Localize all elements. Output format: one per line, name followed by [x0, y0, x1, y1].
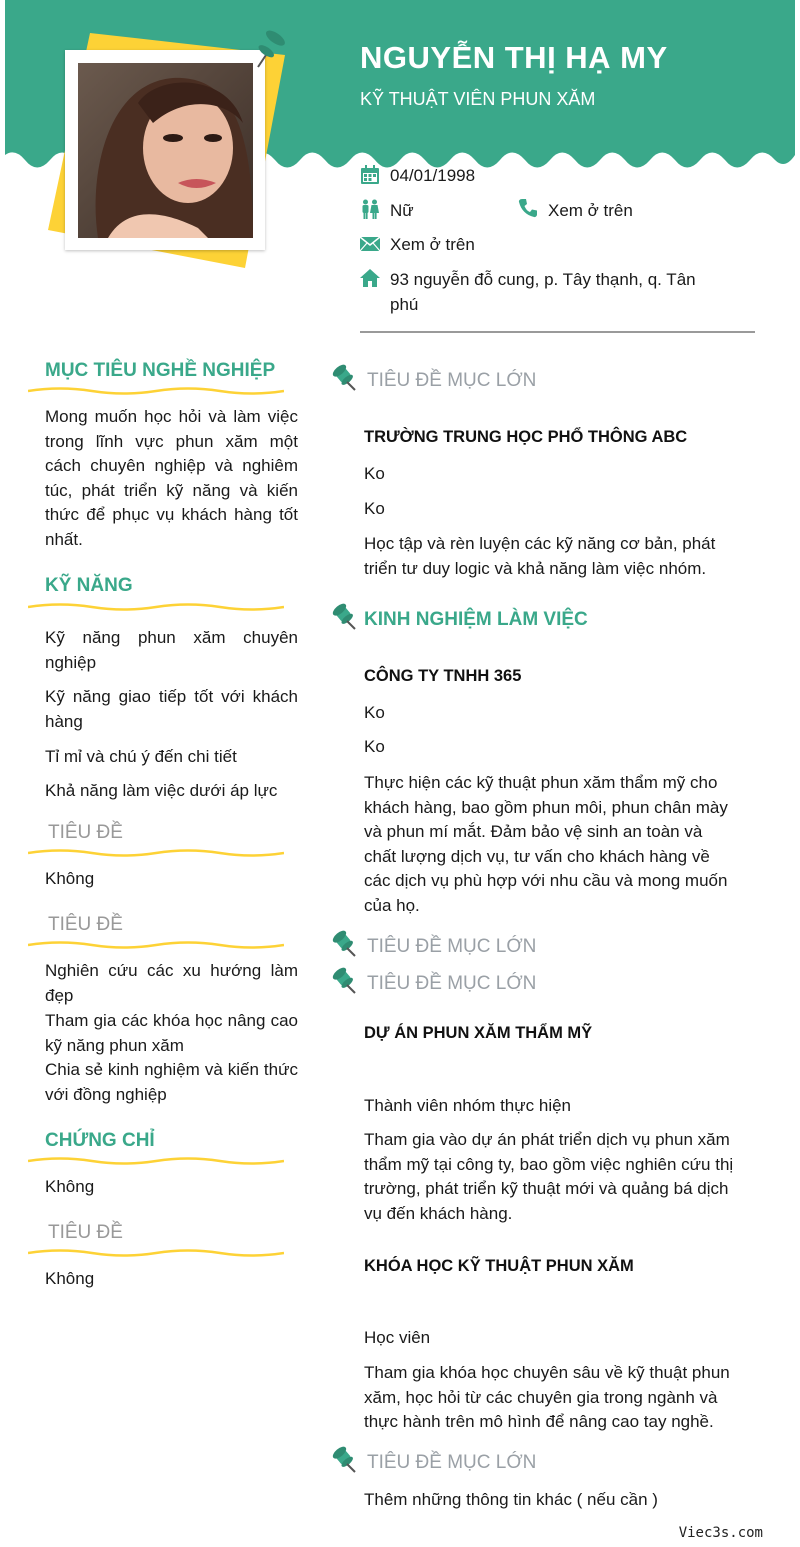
home-icon: [360, 268, 380, 288]
section-underline: [28, 848, 284, 858]
address-line-1: 93 nguyễn đỗ cung, p. Tây thạnh, q. Tân: [390, 270, 696, 289]
pin-icon: [329, 1444, 359, 1474]
job-title: KỸ THUẬT VIÊN PHUN XĂM: [360, 89, 596, 109]
pin-icon: [329, 362, 359, 392]
experience-title: KINH NGHIỆM LÀM VIỆC: [364, 609, 588, 630]
extra-title-3: TIÊU ĐỀ: [48, 1222, 123, 1243]
skill-item: Khả năng làm việc dưới áp lực: [45, 781, 278, 800]
objective-text: Mong muốn học hỏi và làm việc trong lĩnh vực phun xăm một cách chuyên nghiệp và nghiêm túc, phát triển kỹ năng và kiến thức để phục vụ khách hàng tốt nhất.: [45, 407, 298, 549]
project-name: DỰ ÁN PHUN XĂM THẨM MỸ: [364, 1024, 593, 1042]
other-text: Thêm những thông tin khác ( nếu cần ): [364, 1490, 658, 1509]
footer-brand: Viec3s.com: [678, 1525, 763, 1541]
extra-text-1: Không: [45, 869, 95, 888]
calendar-icon: [360, 165, 380, 185]
activity-item: Chia sẻ kinh nghiệm và kiến thức với đồng nghiệp: [45, 1060, 298, 1104]
certificates-text: Không: [45, 1177, 95, 1196]
school-name: TRƯỜNG TRUNG HỌC PHỔ THÔNG ABC: [364, 428, 688, 446]
experience-line: Ko: [364, 703, 385, 722]
pin-icon: [329, 601, 359, 631]
education-title: TIÊU ĐỀ MỤC LỚN: [367, 370, 537, 391]
gender-icon: [360, 199, 380, 219]
skill-item: Kỹ năng giao tiếp tốt với khách hàng: [45, 687, 298, 731]
pin-icon: [329, 965, 359, 995]
experience-line: Ko: [364, 737, 385, 756]
section-title: TIÊU ĐỀ MỤC LỚN: [367, 936, 537, 957]
skill-item: Tỉ mỉ và chú ý đến chi tiết: [45, 747, 237, 766]
education-line: Ko: [364, 499, 385, 518]
activity-item: Nghiên cứu các xu hướng làm đẹp: [45, 961, 298, 1005]
project-desc: Tham gia vào dự án phát triển dịch vụ phun xăm thẩm mỹ tại công ty, bao gồm việc nghiên cứu thị trường, phát triển kỹ thuật mới và quảng bá dịch vụ đến khách hàng.: [364, 1130, 734, 1223]
education-line: Ko: [364, 464, 385, 483]
section-underline: [28, 940, 284, 950]
other-title: TIÊU ĐỀ MỤC LỚN: [367, 1452, 537, 1473]
company-name: CÔNG TY TNHH 365: [364, 667, 522, 685]
skills-title: KỸ NĂNG: [45, 575, 133, 596]
candidate-name: NGUYỄN THỊ HẠ MY: [360, 40, 668, 75]
experience-desc: Thực hiện các kỹ thuật phun xăm thẩm mỹ cho khách hàng, bao gồm phun môi, phun chân mày và phun mí mắt. Đảm bảo vệ sinh an toàn và chất lượng dịch vụ, tư vấn cho khách hàng về các dịch vụ phù hợp với nhu cầu và mong muốn của họ.: [364, 773, 728, 915]
pin-icon: [250, 25, 290, 70]
phone: Xem ở trên: [548, 201, 633, 220]
section-underline: [28, 1248, 284, 1258]
address-line-2: phú: [390, 295, 419, 314]
project-name: KHÓA HỌC KỸ THUẬT PHUN XĂM: [364, 1257, 634, 1275]
project-role: Học viên: [364, 1328, 431, 1347]
objective-title: MỤC TIÊU NGHỀ NGHIỆP: [45, 360, 276, 381]
skill-item: Kỹ năng phun xăm chuyên nghiệp: [45, 628, 298, 672]
pin-icon: [329, 928, 359, 958]
project-role: Thành viên nhóm thực hiện: [364, 1096, 572, 1115]
contact-divider: [360, 331, 755, 333]
project-desc: Tham gia khóa học chuyên sâu về kỹ thuật phun xăm, học hỏi từ các chuyên gia trong ngành và thực hành trên mô hình để nâng cao tay nghề.: [364, 1363, 730, 1432]
gender: Nữ: [390, 201, 414, 220]
certificates-title: CHỨNG CHỈ: [45, 1130, 155, 1151]
email: Xem ở trên: [390, 235, 475, 254]
section-underline: [28, 386, 284, 396]
projects-title: TIÊU ĐỀ MỤC LỚN: [367, 973, 537, 994]
activity-item: Tham gia các khóa học nâng cao kỹ năng phun xăm: [45, 1011, 298, 1055]
extra-title-1: TIÊU ĐỀ: [48, 822, 123, 843]
education-desc: Học tập và rèn luyện các kỹ năng cơ bản, phát triển tư duy logic và khả năng làm việc nhóm.: [364, 534, 716, 578]
phone-icon: [518, 198, 538, 218]
extra-text-3: Không: [45, 1269, 95, 1288]
extra-title-2: TIÊU ĐỀ: [48, 914, 123, 935]
email-icon: [360, 234, 380, 254]
section-underline: [28, 1156, 284, 1166]
profile-photo: [78, 63, 253, 238]
section-underline: [28, 602, 284, 612]
birthday: 04/01/1998: [390, 166, 476, 185]
